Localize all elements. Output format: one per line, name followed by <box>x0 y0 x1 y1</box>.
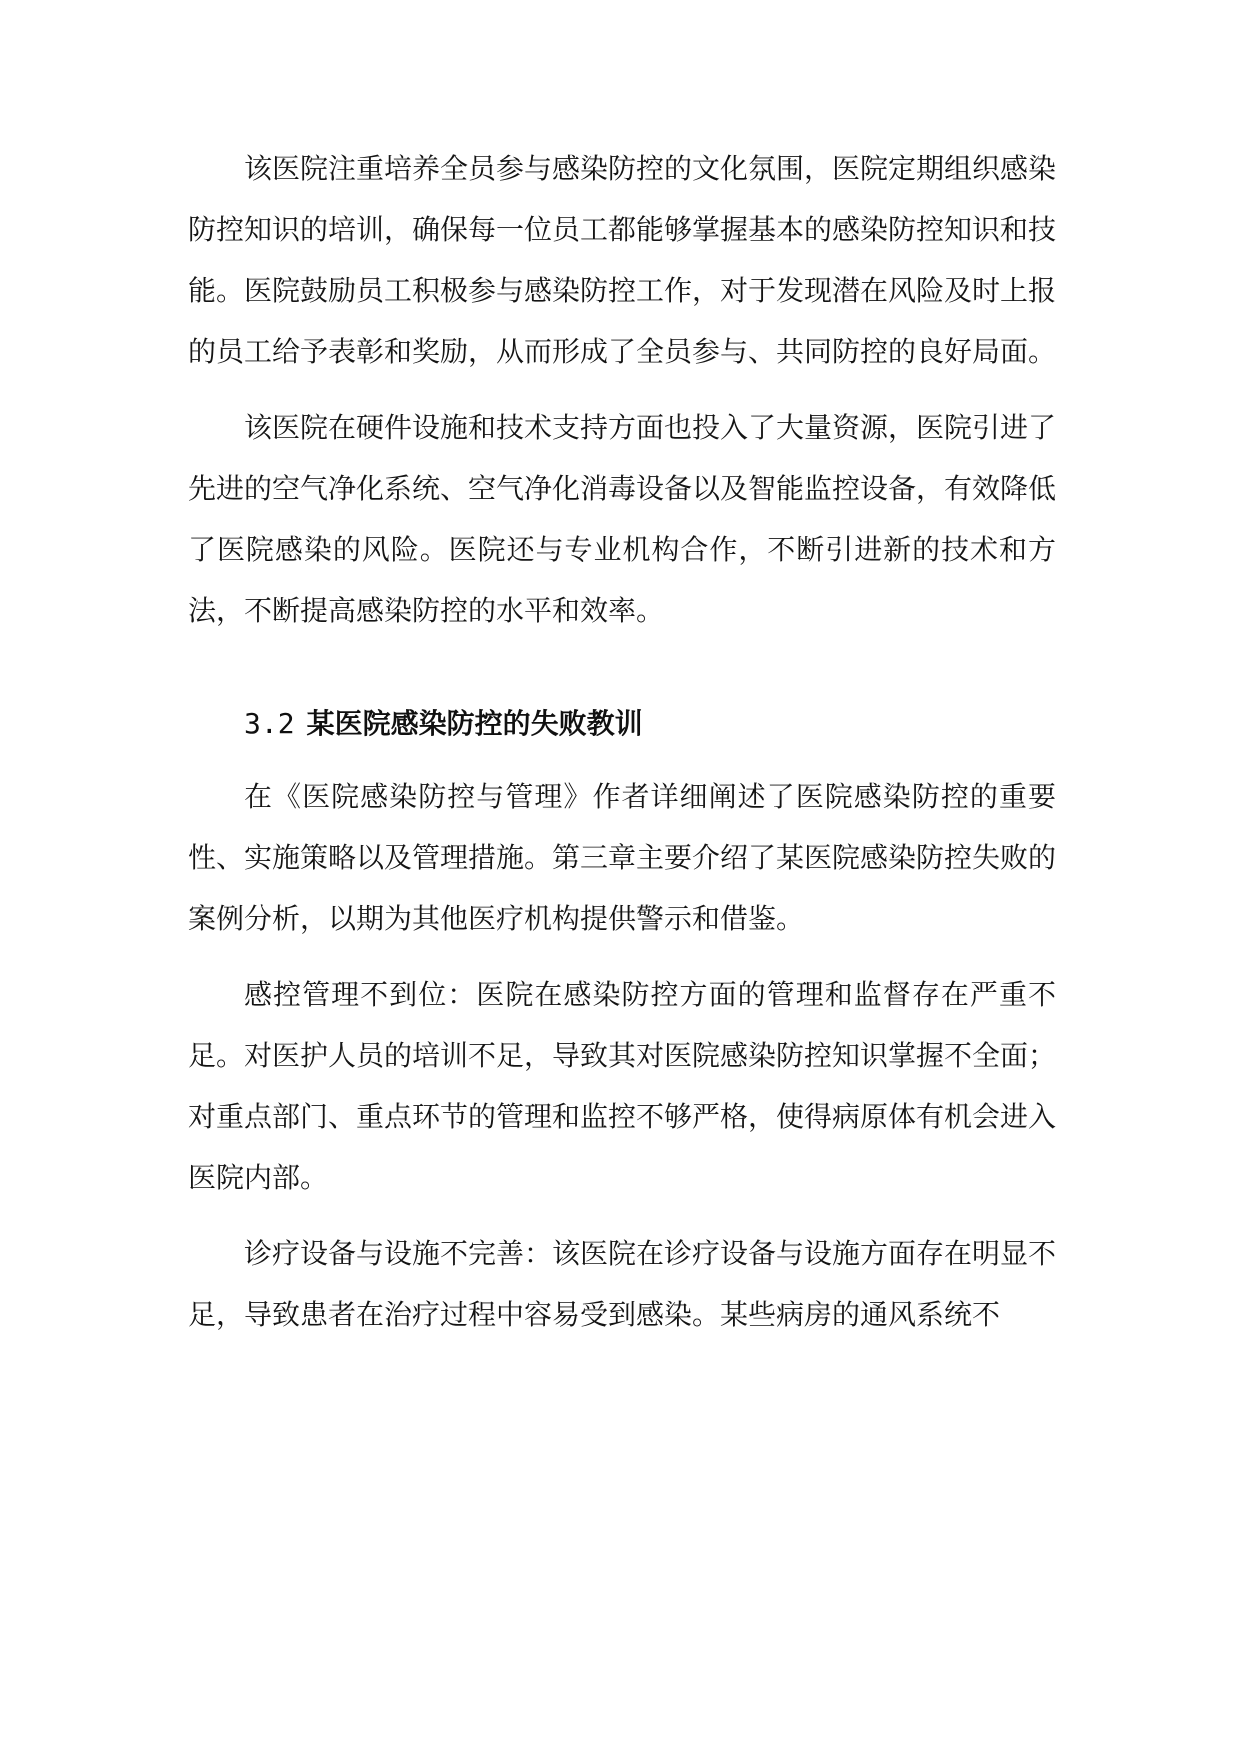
section-heading <box>188 693 1056 754</box>
paragraph-facilities: 该医院在硬件设施和技术支持方面也投入了大量资源，医院引进了先进的空气净化系统、空气净化消毒设备以及智能监控设备，有效降低了医院感染的风险。医院还与专业机构合作，不断引进新的技术和方法，不断提高感染防控的水平和效率。 <box>188 411 1057 627</box>
paragraph-book-intro: 在《医院感染防控与管理》作者详细阐述了医院感染防控的重要性、实施策略以及管理措施。第三章主要介绍了某医院感染防控失败的案例分析，以期为其他医疗机构提供警示和借鉴。 <box>188 780 1057 935</box>
paragraph-management: 感控管理不到位：医院在感染防控方面的管理和监督存在严重不足。对医护人员的培训不足，导致其对医院感染防控知识掌握不全面；对重点部门、重点环节的管理和监控不够严格，使得病原体有机会进入医院内部。 <box>188 978 1057 1194</box>
paragraph-culture: 该医院注重培养全员参与感染防控的文化氛围，医院定期组织感染防控知识的培训，确保每一位员工都能够掌握基本的感染防控知识和技能。医院鼓励员工积极参与感染防控工作，对于发现潜在风险及时上报的员工给予表彰和奖励，从而形成了全员参与、共同防控的良好局面。 <box>188 152 1057 368</box>
document-body <box>188 138 1056 1360</box>
paragraph-equipment: 诊疗设备与设施不完善：该医院在诊疗设备与设施方面存在明显不足，导致患者在治疗过程中容易受到感染。某些病房的通风系统不 <box>188 1237 1057 1331</box>
section-number: 3.2 <box>244 707 295 740</box>
section-title: 某医院感染防控的失败教训 <box>306 707 643 740</box>
